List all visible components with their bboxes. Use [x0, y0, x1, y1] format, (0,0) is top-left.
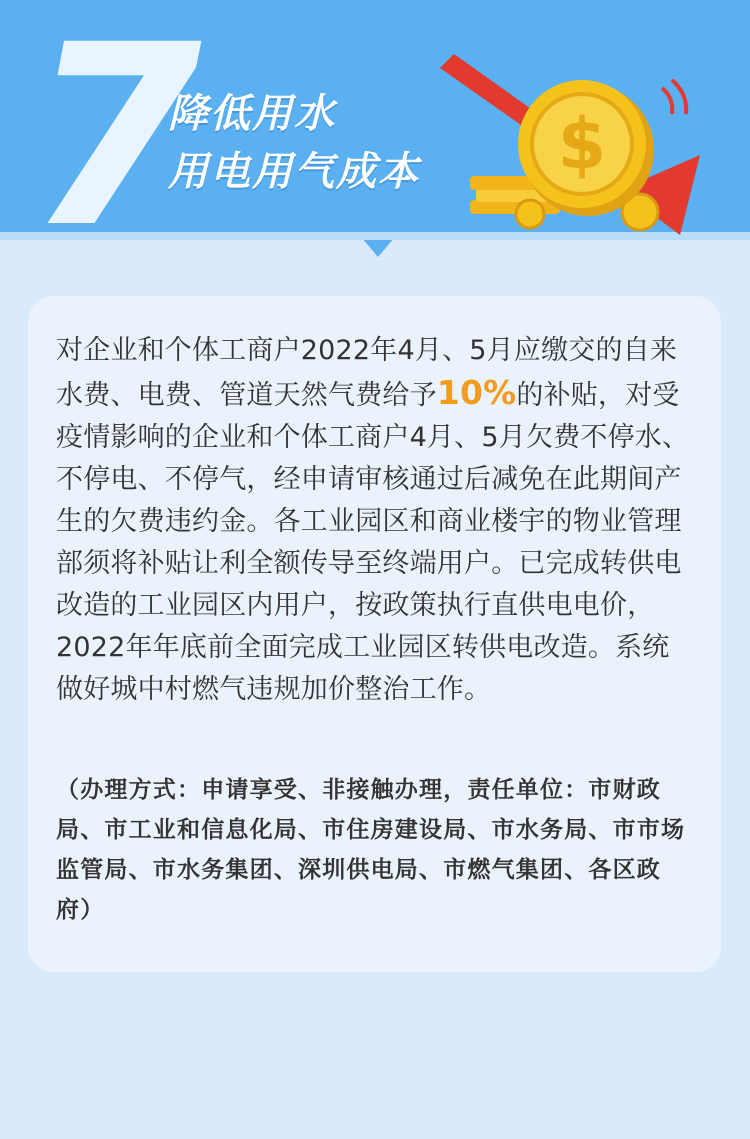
section-number: 7 — [28, 0, 198, 282]
handling-note: （办理方式：申请享受、非接触办理，责任单位：市财政局、市工业和信息化局、市住房建设局、市水务局、市市场监管局、市水务集团、深圳供电局、市燃气集团、各区政府） — [56, 776, 686, 923]
title-line-2: 用电用气成本 — [168, 149, 420, 195]
title-line-1: 降低用水 — [168, 91, 336, 137]
subsidy-percent-highlight: 10% — [436, 373, 517, 412]
svg-text:$: $ — [557, 103, 607, 185]
policy-body — [56, 330, 696, 711]
body-text-part-1: 对企业和个体工商户2022年4月、5月应缴交的自来水费、电费、管道天然气费给予 — [56, 335, 678, 411]
cost-down-illustration — [440, 40, 750, 240]
body-text-part-2: 的补贴，对受疫情影响的企业和个体工商户4月、5月欠费不停水、不停电、不停气，经申请审核通过后减免在此期间产生的欠费违约金。各工业园区和商业楼宇的物业管理部须将补贴让利全额传导至终端用户。已完成转供电改造的工业园区内用户，按政策执行直供电电价，2022年年底前全面完成工业园区转供电改造。系统做好城中村燃气违规加价整治工作。 — [56, 380, 690, 705]
